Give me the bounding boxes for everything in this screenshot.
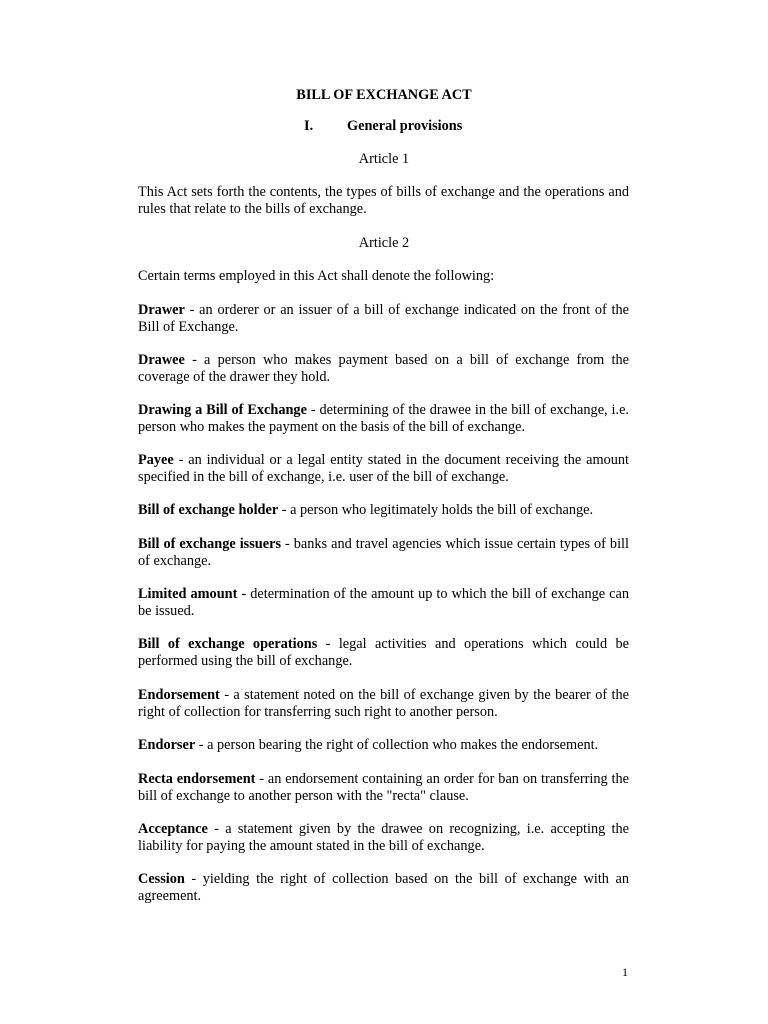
definition-text: - a person who legitimately holds the bill of exchange. [278, 502, 594, 518]
definition-text: - banks and travel agencies which issue certain types of bill of exchange. [138, 536, 629, 569]
definition-payee [138, 452, 629, 486]
definition-term: Endorsement [138, 687, 220, 703]
article-2-heading: Article 2 [358, 235, 410, 251]
definition-term: Bill of exchange holder [138, 502, 279, 518]
definition-text: - a statement given by the drawee on recognizing, i.e. accepting the liability for paying the amount stated in the bill of exchange. [138, 821, 629, 854]
definition-holder [138, 502, 629, 519]
definition-text: - determination of the amount up to which the bill of exchange can be issued. [138, 586, 629, 619]
definition-term: Payee [138, 452, 174, 468]
definition-drawing-bill [138, 402, 629, 436]
definition-term: Endorser [138, 737, 196, 753]
definition-text: - an endorsement containing an order for ban on transferring the bill of exchange to another person with the "recta" clause. [138, 771, 629, 804]
definition-text: - an individual or a legal entity stated in the document receiving the amount specified in the bill of exchange, i.e. user of the bill of exchange. [138, 452, 629, 485]
definition-limited-amount [138, 586, 629, 620]
definition-term: Drawing a Bill of Exchange [138, 402, 307, 418]
definition-term: Bill of exchange issuers [138, 536, 282, 552]
definition-term: Limited amount [138, 586, 238, 602]
definition-text: - a person who makes payment based on a bill of exchange from the coverage of the drawer they hold. [138, 352, 629, 385]
section-title: General provisions [347, 118, 463, 134]
section-heading [304, 118, 462, 135]
definition-text: - determining of the drawee in the bill of exchange, i.e. person who makes the payment on the basis of the bill of exchange. [138, 402, 629, 435]
definition-term: Drawer [138, 302, 185, 318]
definition-text: - legal activities and operations which could be performed using the bill of exchange. [138, 636, 629, 669]
definition-acceptance [138, 821, 629, 855]
definition-text: - a statement noted on the bill of exchange given by the bearer of the right of collection for transferring such right to another person. [138, 687, 629, 720]
article-1-text: This Act sets forth the contents, the types of bills of exchange and the operations and rules that relate to the bills of exchange. [138, 184, 629, 217]
definition-drawer [138, 302, 629, 336]
definition-term: Recta endorsement [138, 771, 256, 787]
definition-issuers [138, 536, 629, 570]
definition-text: - a person bearing the right of collection who makes the endorsement. [195, 737, 599, 753]
section-number: I. [304, 118, 314, 134]
definition-drawee [138, 352, 629, 386]
document-title: BILL OF EXCHANGE ACT [296, 87, 472, 103]
definition-text: - yielding the right of collection based on the bill of exchange with an agreement. [138, 871, 629, 904]
page-number: 1 [622, 965, 628, 979]
definition-cession [138, 871, 629, 905]
definition-term: Cession [138, 871, 185, 887]
definition-endorser [138, 737, 629, 754]
definition-term: Drawee [138, 352, 185, 368]
definition-term: Acceptance [138, 821, 208, 837]
definition-recta-endorsement [138, 771, 629, 805]
definition-text: - an orderer or an issuer of a bill of exchange indicated on the front of the Bill of Exchange. [138, 302, 629, 335]
definition-operations [138, 636, 629, 670]
article-2-intro: Certain terms employed in this Act shall denote the following: [138, 268, 495, 284]
article-1-heading: Article 1 [358, 151, 410, 167]
definition-endorsement [138, 687, 629, 721]
definition-term: Bill of exchange operations [138, 636, 318, 652]
